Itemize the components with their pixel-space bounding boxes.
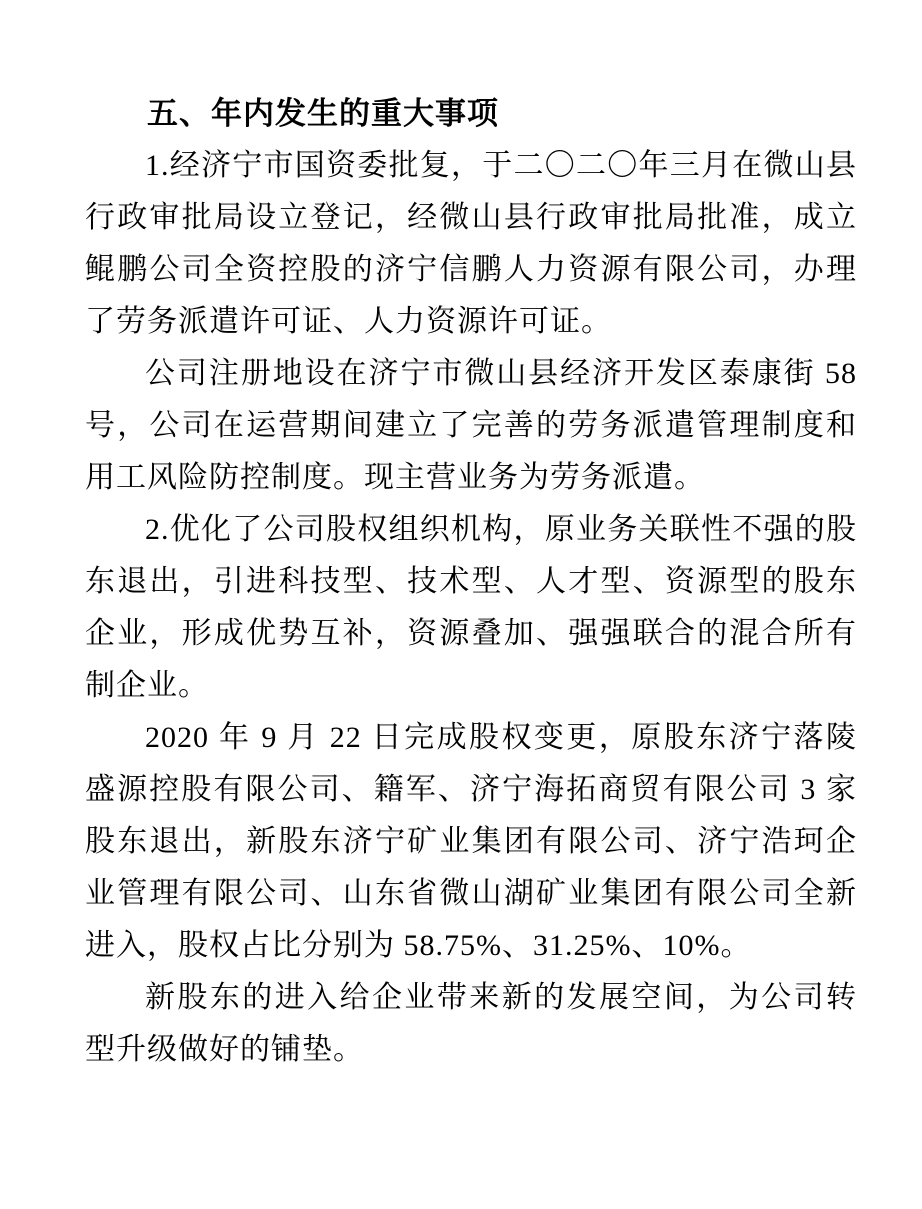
document-text-block	[85, 88, 857, 1076]
paragraph-new-shareholders-outlook: 新股东的进入给企业带来新的发展空间，为公司转型升级做好的铺垫。	[85, 981, 857, 1066]
section-heading: 五、年内发生的重大事项	[147, 96, 499, 132]
paragraph-registered-address: 公司注册地设在济宁市微山县经济开发区泰康街 58 号，公司在运营期间建立了完善的劳务派遣管理制度和用工风险防控制度。现主营业务为劳务派遣。	[85, 357, 857, 494]
paragraph-equity-change-details: 2020 年 9 月 22 日完成股权变更，原股东济宁落陵盛源控股有限公司、籍军、济宁海拓商贸有限公司 3 家股东退出，新股东济宁矿业集团有限公司、济宁浩珂企业管理有限公司、山东省微山湖矿业集团有限公司全新进入，股权占比分别为 58.75%、31.25%、10%。	[85, 721, 857, 962]
paragraph-equity-structure-optimization: 2.优化了公司股权组织机构，原业务关联性不强的股东退出，引进科技型、技术型、人才型、资源型的股东企业，形成优势互补，资源叠加、强强联合的混合所有制企业。	[85, 513, 857, 702]
paragraph-company-registration: 1.经济宁市国资委批复，于二〇二〇年三月在微山县行政审批局设立登记，经微山县行政审批局批准，成立鲲鹏公司全资控股的济宁信鹏人力资源有限公司，办理了劳务派遣许可证、人力资源许可证。	[85, 149, 857, 338]
